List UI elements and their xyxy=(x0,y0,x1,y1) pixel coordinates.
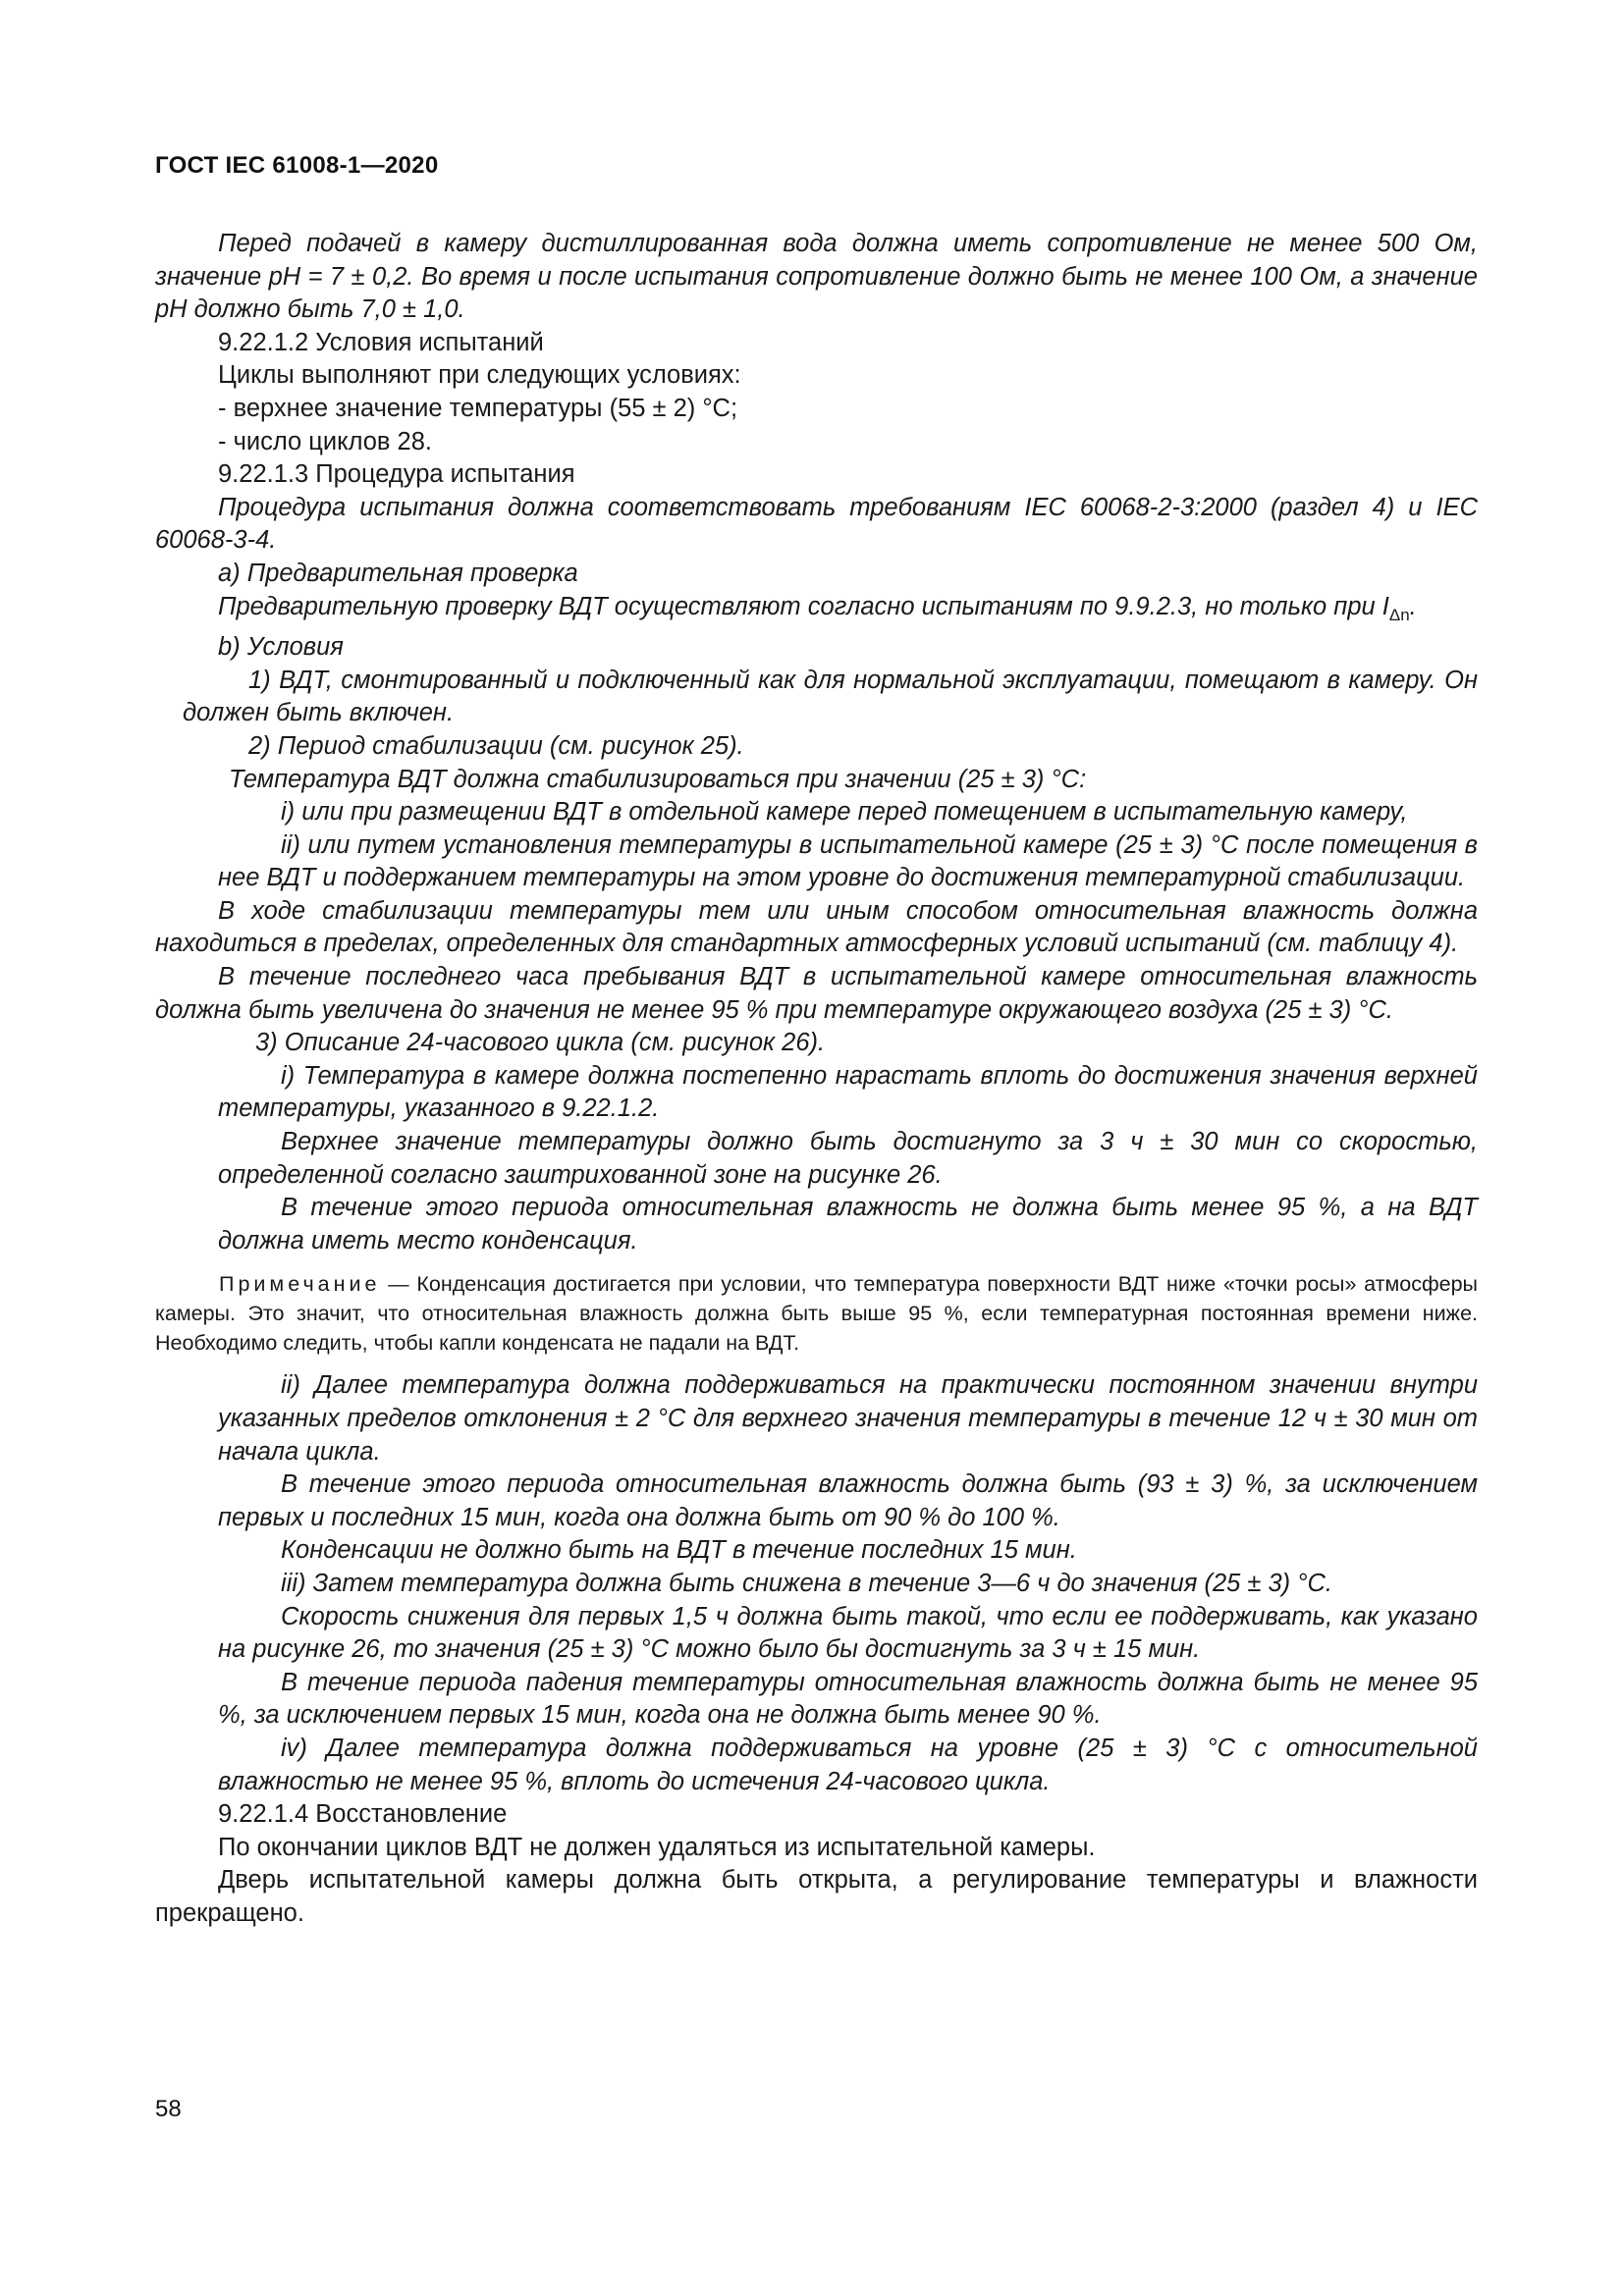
paragraph-humidity-limits: В ходе стабилизации температуры тем или иным способом относительная влажность должна находиться в пределах, определенных для стандартных атмосферных условий испытаний (см. таблицу 4). xyxy=(155,896,1478,958)
paragraph-test-procedure: Процедура испытания должна соответствовать требованиям IEC 60068-2-3:2000 (раздел 4) и IEC 60068-3-4. xyxy=(155,493,1478,555)
paragraph-water-resistance: Перед подачей в камеру дистиллированная вода должна иметь сопротивление не менее 500 Ом, значение рН = 7 ± 0,2. Во время и после испытания сопротивление должно быть не менее 100 Ом, а значение рН должно быть 7,0 ± 1,0. xyxy=(155,230,1478,324)
document-header: ГОСТ IEC 61008-1—2020 xyxy=(155,152,439,179)
page-number: 58 xyxy=(155,2096,182,2122)
item-a-preliminary-check: a) Предварительная проверка xyxy=(218,559,578,587)
paragraph-drop-humidity: В течение периода падения температуры относительная влажность должна быть не менее 95 %, за исключением первых 15 мин, когда она не должна быть менее 90 %. xyxy=(218,1668,1478,1730)
section-heading-9-22-1-2: 9.22.1.2 Условия испытаний xyxy=(218,328,544,356)
note-text: — Конденсация достигается при условии, что температура поверхности ВДТ ниже «точки росы» атмосферы камеры. Это значит, что относительная влажность должна быть выше 95 %, если температурная постоянная времени ниже. Необходимо следить, чтобы капли конденсата не падали на ВДТ. xyxy=(155,1272,1478,1356)
subscript-delta-n: Δn xyxy=(1388,605,1410,624)
note-condensation xyxy=(155,1269,1478,1358)
paragraph-no-condensation: Конденсации не должно быть на ВДТ в течение последних 15 мин. xyxy=(281,1536,1077,1565)
paragraph-humidity-93: В течение этого периода относительная влажность должна быть (93 ± 3) %, за исключением первых и последних 15 мин, когда она должна быть от 90 % до 100 %. xyxy=(218,1470,1478,1531)
item-b2-stabilization: 2) Период стабилизации (см. рисунок 25). xyxy=(248,731,744,760)
list-item-upper-temperature: - верхнее значение температуры (55 ± 2) °C; xyxy=(218,394,738,422)
section-heading-9-22-1-3: 9.22.1.3 Процедура испытания xyxy=(218,460,575,489)
item-3-cycle-description: 3) Описание 24-часового цикла (см. рисунок 26). xyxy=(255,1029,826,1057)
paragraph-cycles-conditions: Циклы выполняют при следующих условиях: xyxy=(218,361,741,390)
item-b-conditions: b) Условия xyxy=(218,633,344,662)
paragraph-preliminary-check-tail: . xyxy=(1409,592,1417,620)
item-b1-mounting: 1) ВДТ, смонтированный и подключенный как для нормальной эксплуатации, помещают в камеру. Он должен быть включен. xyxy=(183,666,1478,727)
item-ii-constant-temperature: ii) Далее температура должна поддерживаться на практически постоянном значении внутри указанных пределов отклонения ± 2 °C для верхнего значения температуры в течение 12 ч ± 30 мин от начала цикла. xyxy=(218,1371,1478,1466)
item-iii-temperature-drop: iii) Затем температура должна быть снижена в течение 3—6 ч до значения (25 ± 3) °C. xyxy=(281,1569,1332,1597)
item-iv-hold-temperature: iv) Далее температура должна поддерживаться на уровне (25 ± 3) °C с относительной влажностью не менее 95 %, вплоть до истечения 24-часового цикла. xyxy=(218,1734,1478,1795)
list-item-number-of-cycles: - число циклов 28. xyxy=(218,427,433,455)
item-ii-set-temperature: ii) или путем установления температуры в испытательной камере (25 ± 3) °C после помещения в нее ВДТ и поддержанием температуры на этом уровне до достижения температурной стабилизации. xyxy=(218,830,1478,892)
paragraph-drop-rate: Скорость снижения для первых 1,5 ч должна быть такой, что если ее поддерживать, как указано на рисунке 26, то значения (25 ± 3) °C можно было бы достигнуть за 3 ч ± 15 мин. xyxy=(218,1602,1478,1664)
paragraph-condensation-period: В течение этого периода относительная влажность не должна быть менее 95 %, а на ВДТ должна иметь место конденсация. xyxy=(218,1194,1478,1255)
paragraph-end-of-cycles: По окончании циклов ВДТ не должен удаляться из испытательной камеры. xyxy=(218,1833,1096,1861)
paragraph-upper-temp-reached: Верхнее значение температуры должно быть достигнуто за 3 ч ± 30 мин со скоростью, определенной согласно заштрихованной зоне на рисунке 26. xyxy=(218,1128,1478,1189)
paragraph-door-open: Дверь испытательной камеры должна быть открыта, а регулирование температуры и влажности прекращено. xyxy=(155,1866,1478,1927)
paragraph-last-hour-humidity: В течение последнего часа пребывания ВДТ в испытательной камере относительная влажность должна быть увеличена до значения не менее 95 % при температуре окружающего воздуха (25 ± 3) °C. xyxy=(155,963,1478,1024)
note-label: Примечание xyxy=(219,1272,381,1297)
section-heading-9-22-1-4: 9.22.1.4 Восстановление xyxy=(218,1800,508,1829)
item-i-separate-chamber: i) или при размещении ВДТ в отдельной камере перед помещением в испытательную камеру, xyxy=(281,798,1408,827)
item-i-temperature-rise: i) Температура в камере должна постепенно нарастать вплоть до достижения значения верхней температуры, указанного в 9.22.1.2. xyxy=(218,1061,1478,1123)
document-body xyxy=(155,228,1478,1931)
paragraph-preliminary-check-text: Предварительную проверку ВДТ осуществляют согласно испытаниям по 9.9.2.3, но только при I xyxy=(218,592,1389,620)
paragraph-temperature-stabilize: Температура ВДТ должна стабилизироваться при значении (25 ± 3) °C: xyxy=(229,765,1087,793)
paragraph-preliminary-check xyxy=(155,591,1478,632)
